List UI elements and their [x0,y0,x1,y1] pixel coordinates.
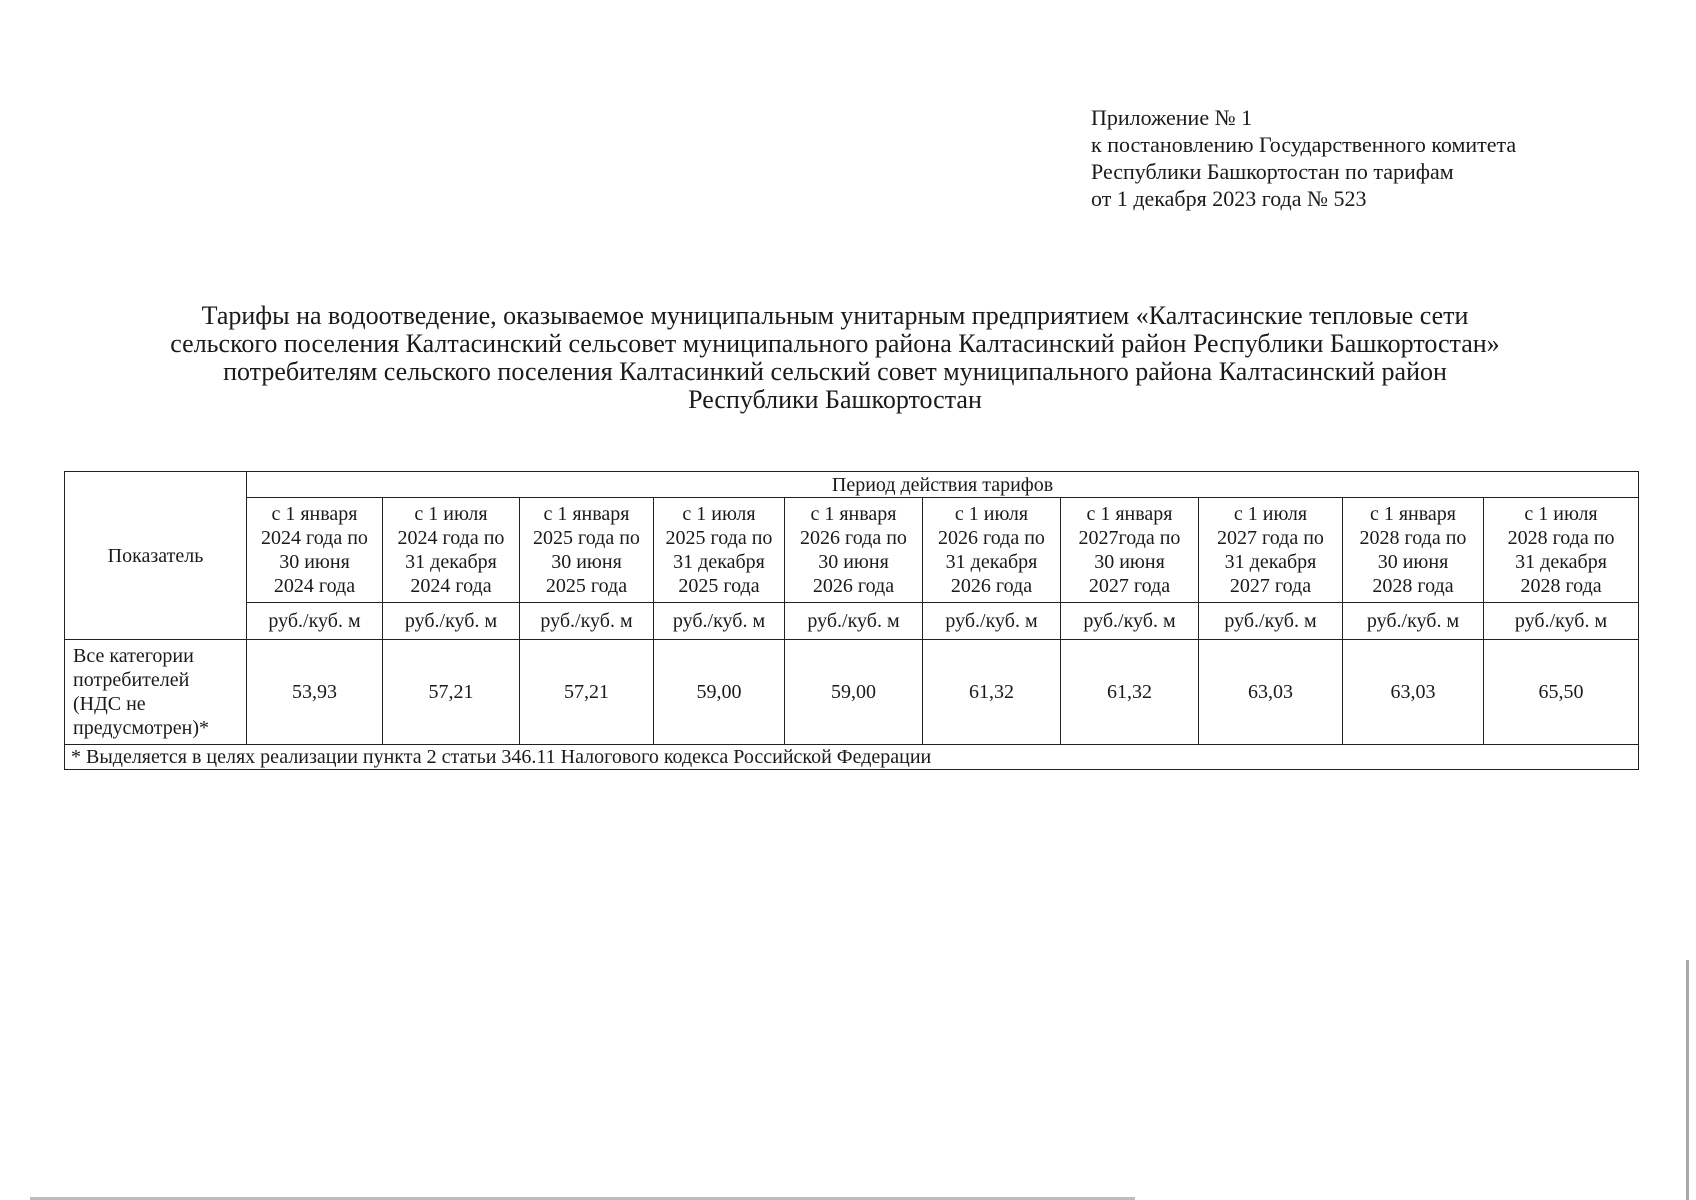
tariff-value: 53,93 [247,640,383,745]
title-line: Тарифы на водоотведение, оказываемое муниципальным унитарным предприятием «Калтасинские тепловые сети [201,301,1469,330]
title-line: потребителям сельского поселения Калтасинкий сельский совет муниципального района Калтасинский район [223,357,1447,386]
table-row [65,640,1639,745]
period-cell: с 1 января 2027года по 30 июня 2027 года [1061,498,1199,603]
tariff-value: 63,03 [1199,640,1343,745]
appendix-block [1091,104,1516,212]
scan-artifact-edge [1686,960,1689,1200]
unit-cell: руб./куб. м [383,603,520,640]
unit-cell: руб./куб. м [1484,603,1639,640]
period-header-row [65,472,1639,498]
unit-cell: руб./куб. м [785,603,923,640]
tariff-value: 63,03 [1343,640,1484,745]
period-cell: с 1 июля 2027 года по 31 декабря 2027 года [1199,498,1343,603]
period-cell: с 1 января 2025 года по 30 июня 2025 года [520,498,654,603]
unit-cell: руб./куб. м [654,603,785,640]
unit-cell: руб./куб. м [520,603,654,640]
period-cell: с 1 января 2026 года по 30 июня 2026 года [785,498,923,603]
period-dates-row [65,498,1639,603]
appendix-line: Приложение № 1 [1091,105,1253,130]
row-label: Все категории потребителей (НДС не предусмотрен)* [65,640,247,745]
period-cell: с 1 июля 2026 года по 31 декабря 2026 года [923,498,1061,603]
tariff-value: 65,50 [1484,640,1639,745]
tariff-value: 61,32 [923,640,1061,745]
unit-cell: руб./куб. м [1061,603,1199,640]
footnote: * Выделяется в целях реализации пункта 2 статьи 346.11 Налогового кодекса Российской Федерации [65,745,1639,770]
indicator-header: Показатель [65,472,247,640]
tariff-value: 59,00 [785,640,923,745]
appendix-line: к постановлению Государственного комитета [1091,132,1517,157]
period-header: Период действия тарифов [247,472,1639,498]
unit-cell: руб./куб. м [923,603,1061,640]
unit-row [65,603,1639,640]
title-line: сельского поселения Калтасинский сельсовет муниципального района Калтасинский район Республики Башкортостан» [170,329,1500,358]
tariff-value: 59,00 [654,640,785,745]
footnote-row [65,745,1639,770]
period-cell: с 1 января 2024 года по 30 июня 2024 года [247,498,383,603]
unit-cell: руб./куб. м [1343,603,1484,640]
period-cell: с 1 июля 2024 года по 31 декабря 2024 года [383,498,520,603]
title-line: Республики Башкортостан [688,385,982,414]
unit-cell: руб./куб. м [247,603,383,640]
tariff-value: 57,21 [520,640,654,745]
period-cell: с 1 июля 2028 года по 31 декабря 2028 года [1484,498,1639,603]
period-cell: с 1 июля 2025 года по 31 декабря 2025 года [654,498,785,603]
appendix-line: Республики Башкортостан по тарифам [1091,159,1454,184]
unit-cell: руб./куб. м [1199,603,1343,640]
tariff-value: 57,21 [383,640,520,745]
appendix-line: от 1 декабря 2023 года № 523 [1091,186,1367,211]
tariff-value: 61,32 [1061,640,1199,745]
document-title [110,302,1560,414]
tariff-table [64,471,1639,770]
period-cell: с 1 января 2028 года по 30 июня 2028 года [1343,498,1484,603]
